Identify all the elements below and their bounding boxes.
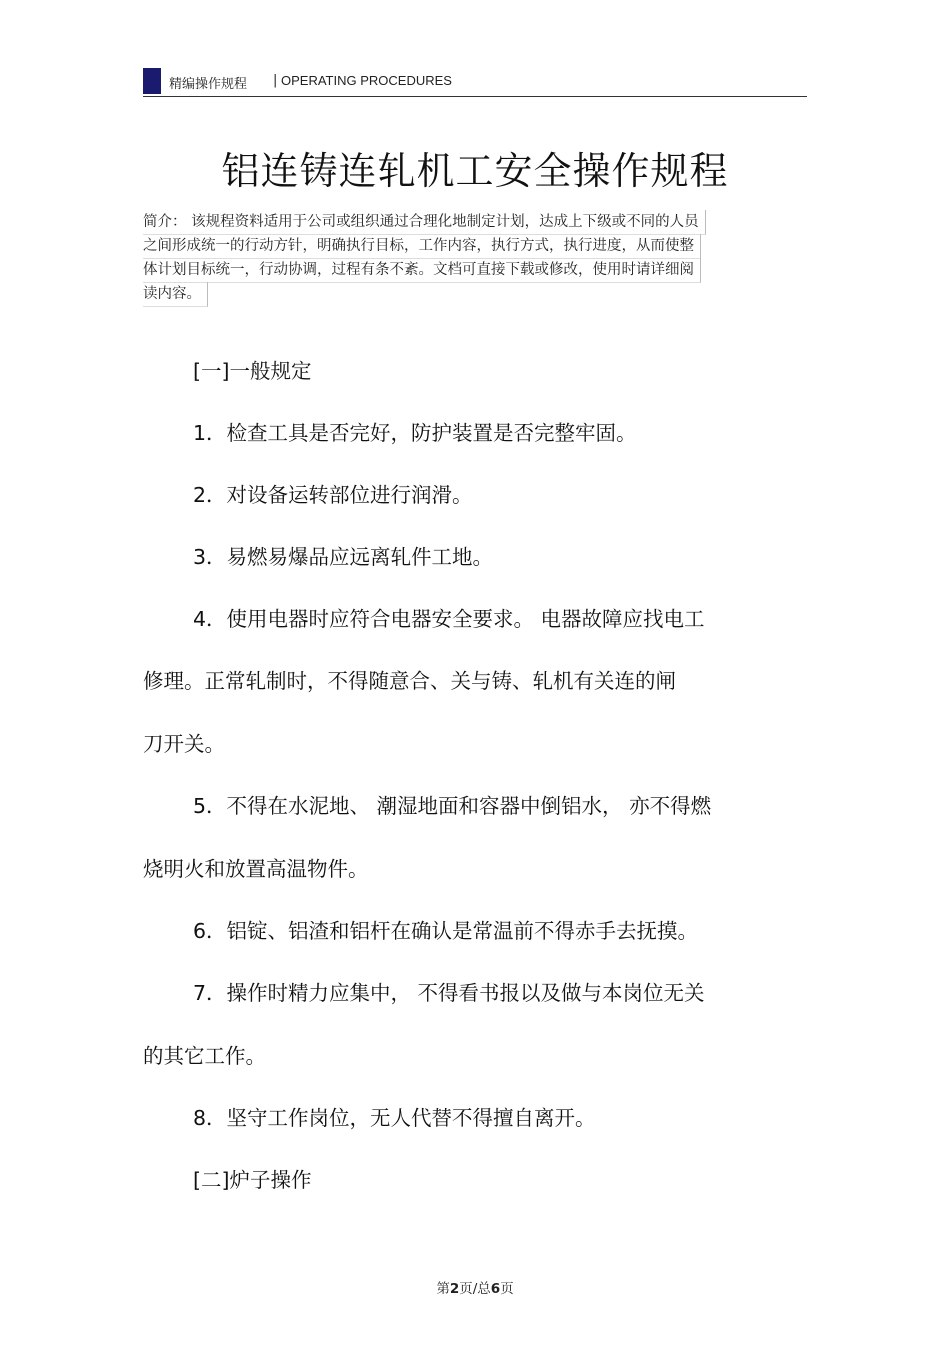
intro-line: 简介： 该规程资料适用于公司或组织通过合理化地制定计划，达成上下级或不同的人员 [143,210,706,235]
paragraph-line: 3．易燃易爆品应远离轧件工地。 [193,545,494,569]
intro-block [143,210,807,306]
paragraph-line: 5．不得在水泥地、 潮湿地面和容器中倒铝水， 亦不得燃 [193,794,712,818]
footer-suffix: 页 [500,1281,514,1297]
intro-line: 之间形成统一的行动方针，明确执行目标，工作内容，执行方式，执行进度，从而使整 [143,234,701,259]
page-header [143,66,807,97]
header-separator: | [273,73,278,88]
header-brand: 精编操作规程 [169,77,248,92]
header-english: OPERATING PROCEDURES [281,73,452,88]
intro-line: 读内容。 [143,282,208,307]
section-heading: [二]炉子操作 [193,1168,312,1192]
paragraph-line: 6．铝锭、铝渣和铝杆在确认是常温前不得赤手去抚摸。 [193,919,699,943]
document-title: 铝连铸连轧机工安全操作规程 [221,149,729,193]
paragraph-line: 7．操作时精力应集中， 不得看书报以及做与本岗位无关 [193,981,705,1005]
footer-middle: 页/总 [459,1281,491,1297]
paragraph-line: 2．对设备运转部位进行润滑。 [193,483,473,507]
paragraph-line: 刀开关。 [143,732,225,756]
paragraph-line: 烧明火和放置高温物件。 [143,857,369,881]
paragraph-line: 8．坚守工作岗位，无人代替不得擅自离开。 [193,1106,596,1130]
paragraph-line: 4．使用电器时应符合电器安全要求。 电器故障应找电工 [193,607,705,631]
intro-line: 体计划目标统一，行动协调，过程有条不紊。文档可直接下载或修改，使用时请详细阅 [143,258,701,283]
paragraph-line: 修理。正常轧制时，不得随意合、关与铸、轧机有关连的闸 [143,669,676,693]
logo-icon [143,68,161,94]
page-footer [0,1277,950,1297]
section-heading: [一]一般规定 [193,359,312,383]
paragraph-line: 的其它工作。 [143,1044,266,1068]
footer-current-page: 2 [449,1281,460,1297]
footer-prefix: 第 [436,1281,450,1297]
footer-total-pages: 6 [490,1281,501,1297]
paragraph-line: 1．检查工具是否完好，防护装置是否完整牢固。 [193,421,637,445]
